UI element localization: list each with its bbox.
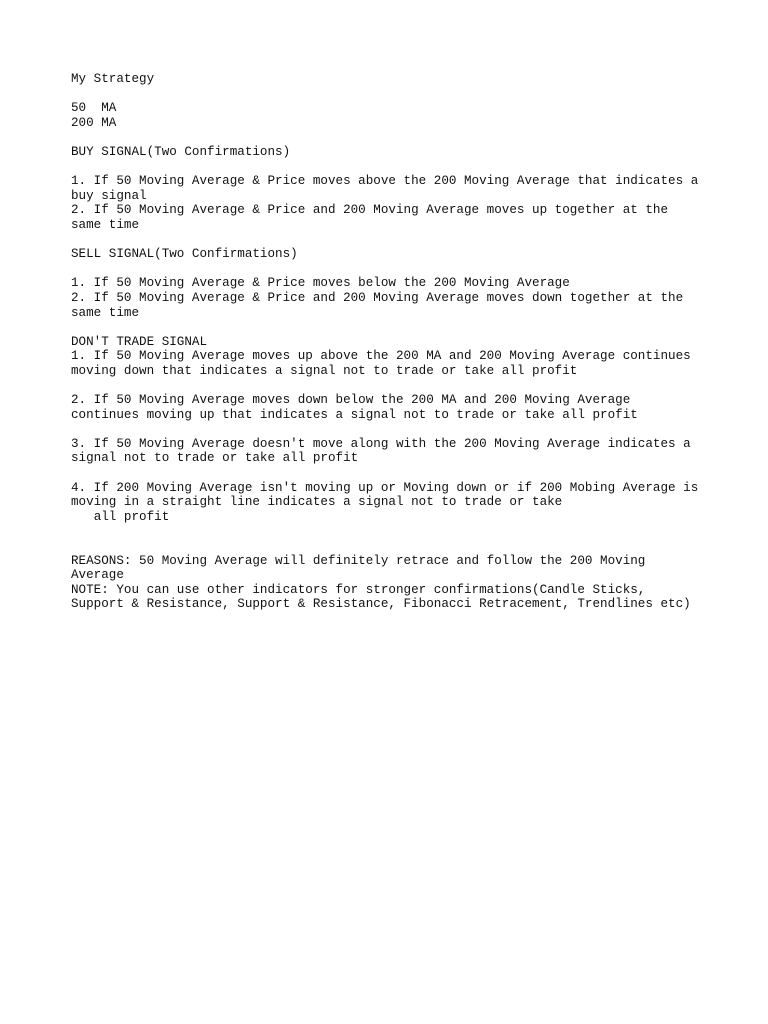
buy-rule-2: 2. If 50 Moving Average & Price and 200 Moving Average moves up together at the — [71, 203, 669, 218]
reasons-line: REASONS: 50 Moving Average will definitely retrace and follow the 200 Moving — [71, 553, 646, 568]
dont-trade-rule-2: 2. If 50 Moving Average moves down below the 200 MA and 200 Moving Average — [71, 393, 631, 408]
dont-trade-rule-4-cont: moving in a straight line indicates a signal not to trade or take — [71, 495, 563, 510]
document-text — [71, 72, 731, 612]
line-50-ma: 50 MA — [71, 101, 117, 116]
dont-trade-rule-2-cont: continues moving up that indicates a signal not to trade or take all profit — [71, 407, 638, 422]
sell-rule-2: 2. If 50 Moving Average & Price and 200 Moving Average moves down together at the — [71, 290, 684, 305]
dont-trade-rule-3: 3. If 50 Moving Average doesn't move along with the 200 Moving Average indicates a — [71, 436, 691, 451]
reasons-line-cont: Average — [71, 568, 124, 583]
buy-rule-1-cont: buy signal — [71, 188, 147, 203]
line-200-ma: 200 MA — [71, 115, 117, 130]
note-line-cont: Support & Resistance, Support & Resistance, Fibonacci Retracement, Trendlines etc) — [71, 597, 691, 612]
buy-rule-1: 1. If 50 Moving Average & Price moves above the 200 Moving Average that indicates a — [71, 174, 699, 189]
dont-trade-rule-4: 4. If 200 Moving Average isn't moving up or Moving down or if 200 Mobing Average is — [71, 480, 699, 495]
sell-signal-heading: SELL SIGNAL(Two Confirmations) — [71, 247, 298, 262]
dont-trade-rule-1-cont: moving down that indicates a signal not to trade or take all profit — [71, 363, 578, 378]
sell-rule-2-cont: same time — [71, 305, 140, 320]
sell-rule-1: 1. If 50 Moving Average & Price moves below the 200 Moving Average — [71, 276, 570, 291]
dont-trade-heading: DON'T TRADE SIGNAL — [71, 334, 208, 349]
note-line: NOTE: You can use other indicators for stronger confirmations(Candle Sticks, — [71, 582, 646, 597]
buy-rule-2-cont: same time — [71, 217, 140, 232]
dont-trade-rule-3-cont: signal not to trade or take all profit — [71, 451, 359, 466]
line-title: My Strategy — [71, 72, 155, 86]
dont-trade-rule-4-cont: all profit — [71, 509, 170, 524]
buy-signal-heading: BUY SIGNAL(Two Confirmations) — [71, 144, 291, 159]
dont-trade-rule-1: 1. If 50 Moving Average moves up above the 200 MA and 200 Moving Average continues — [71, 349, 691, 364]
